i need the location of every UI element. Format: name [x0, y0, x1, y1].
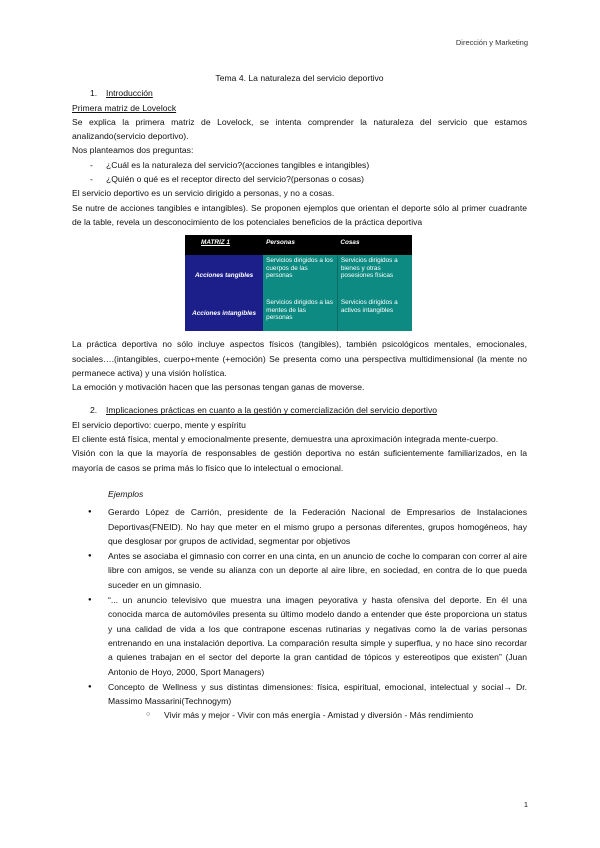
lovelock-matrix	[185, 235, 412, 331]
section-1-label: Introducción	[106, 88, 153, 99]
matrix-heading: Primera matriz de Lovelock	[72, 102, 177, 113]
example-item: ● Gerardo López de Carrión, presidente de la Federación Nacional de Empresarios de Instalaciones Deportivas(FNEID). No hay que meter en el mismo grupo a personas diferentes, grupos homogéneos, hay que desglosar por grupos de actividad, segmentar por objetivos	[72, 505, 527, 548]
matrix-col-personas: Personas	[263, 235, 337, 255]
paragraph-2: Nos planteamos dos preguntas:	[72, 145, 194, 156]
matrix-cell: Servicios dirigidos a bienes y otras posesiones físicas	[337, 255, 412, 297]
examples-list	[72, 505, 527, 722]
matrix-corner: MATRIZ 1	[185, 235, 263, 255]
example-text: Concepto de Wellness y sus distintas dimensiones: física, espiritual, emocional, intelectual y social→ Dr. Massimo Massarini(Technogym)	[108, 681, 527, 707]
section-1-heading	[90, 86, 527, 100]
question-item: - ¿Quién o qué es el receptor directo del servicio?(personas o cosas)	[90, 172, 527, 186]
question-item: - ¿Cuál es la naturaleza del servicio?(acciones tangibles e intangibles)	[90, 158, 527, 172]
paragraph-8: El cliente está física, mental y emocionalmente presente, demuestra una aproximación integrada mente-cuerpo.	[72, 434, 499, 445]
matrix-header-row	[185, 235, 412, 255]
matrix-row-head: Acciones tangibles	[185, 255, 263, 297]
matrix-col-cosas: Cosas	[337, 235, 412, 255]
matrix-cell: Servicios dirigidos a los cuerpos de las personas	[263, 255, 337, 297]
questions-list	[72, 158, 527, 187]
paragraph-7: El servicio deportivo: cuerpo, mente y espíritu	[72, 419, 246, 430]
example-item	[72, 680, 527, 723]
paragraph-3: El servicio deportivo es un servicio dirigido a personas, y no a cosas.	[72, 188, 335, 199]
paragraph-9: Visión con la que la mayoría de responsables de gestión deportiva no están suficientemente familiarizados, en la mayoría de casos se prima más lo físico que lo intelectual o emocional.	[72, 448, 527, 473]
matrix-row-tangibles	[185, 255, 412, 297]
example-item: ● Antes se asociaba el gimnasio con correr en una cinta, en un anuncio de coche lo comparan con correr al aire libre con amigos, se vende su alianza con un deporte al aire libre, en sociedad, en contra de lo que pueda suceder en un gimnasio.	[72, 549, 527, 592]
paragraph-4: Se nutre de acciones tangibles e intangibles). Se proponen ejemplos que orientan el deporte sólo al primer cuadrante de la table, revela un desconocimiento de los potenciales beneficios de la práctica deportiva	[72, 202, 527, 227]
page-number: 1	[523, 800, 528, 809]
wellness-sub-list	[108, 708, 527, 722]
example-item: ● “... un anuncio televisivo que muestra una imagen peyorativa y hasta ofensiva del deporte. En él una conocida marca de automóviles presenta su último modelo dando a entender que éste proporciona un status y una calidad de vida a los que contrapone escenas rutinarias y negativas como la de varias personas entrenando en una instalación deportiva. La comparación resulta simple y superflua, y no hace sino recordar a quienes trabajan en el sector del deporte la gran cantidad de tópicos y estereotipos que existen” (Juan Antonio de Hoyo, 2000, Sport Managers)	[72, 593, 527, 679]
matrix-row-intangibles	[185, 297, 412, 331]
section-1-number: 1.	[90, 88, 98, 99]
sub-item: ○ Vivir más y mejor - Vivir con más energía - Amistad y diversión - Más rendimiento	[108, 708, 527, 722]
paragraph-6: La emoción y motivación hacen que las personas tengan ganas de moverse.	[72, 382, 365, 393]
matrix-cell: Servicios dirigidos a activos intangibles	[337, 297, 412, 331]
section-2-number: 2.	[90, 405, 98, 416]
matrix-row-head: Acciones intangibles	[185, 297, 263, 331]
matrix-cell: Servicios dirigidos a las mentes de las personas	[263, 297, 337, 331]
examples-title: Ejemplos	[108, 488, 144, 499]
running-header: Dirección y Marketing	[455, 38, 528, 47]
section-2-label: Implicaciones prácticas en cuanto a la gestión y comercialización del servicio deportivo	[106, 405, 438, 416]
page-content	[72, 71, 527, 724]
section-2-heading	[90, 403, 527, 417]
paragraph-5: La práctica deportiva no sólo incluye aspectos físicos (tangibles), también psicológicos mentales, emocionales, sociales….(intangibles, cuerpo+mente (+emoción) Se presenta como una perspectiva multidimensional (la mente no permanece activa) y una visión holística.	[72, 339, 527, 378]
paragraph-1: Se explica la primera matriz de Lovelock, se intenta comprender la naturaleza del servicio que estamos analizando(servicio deportivo).	[72, 116, 527, 142]
page-title: Tema 4. La naturaleza del servicio deportivo	[215, 73, 384, 83]
